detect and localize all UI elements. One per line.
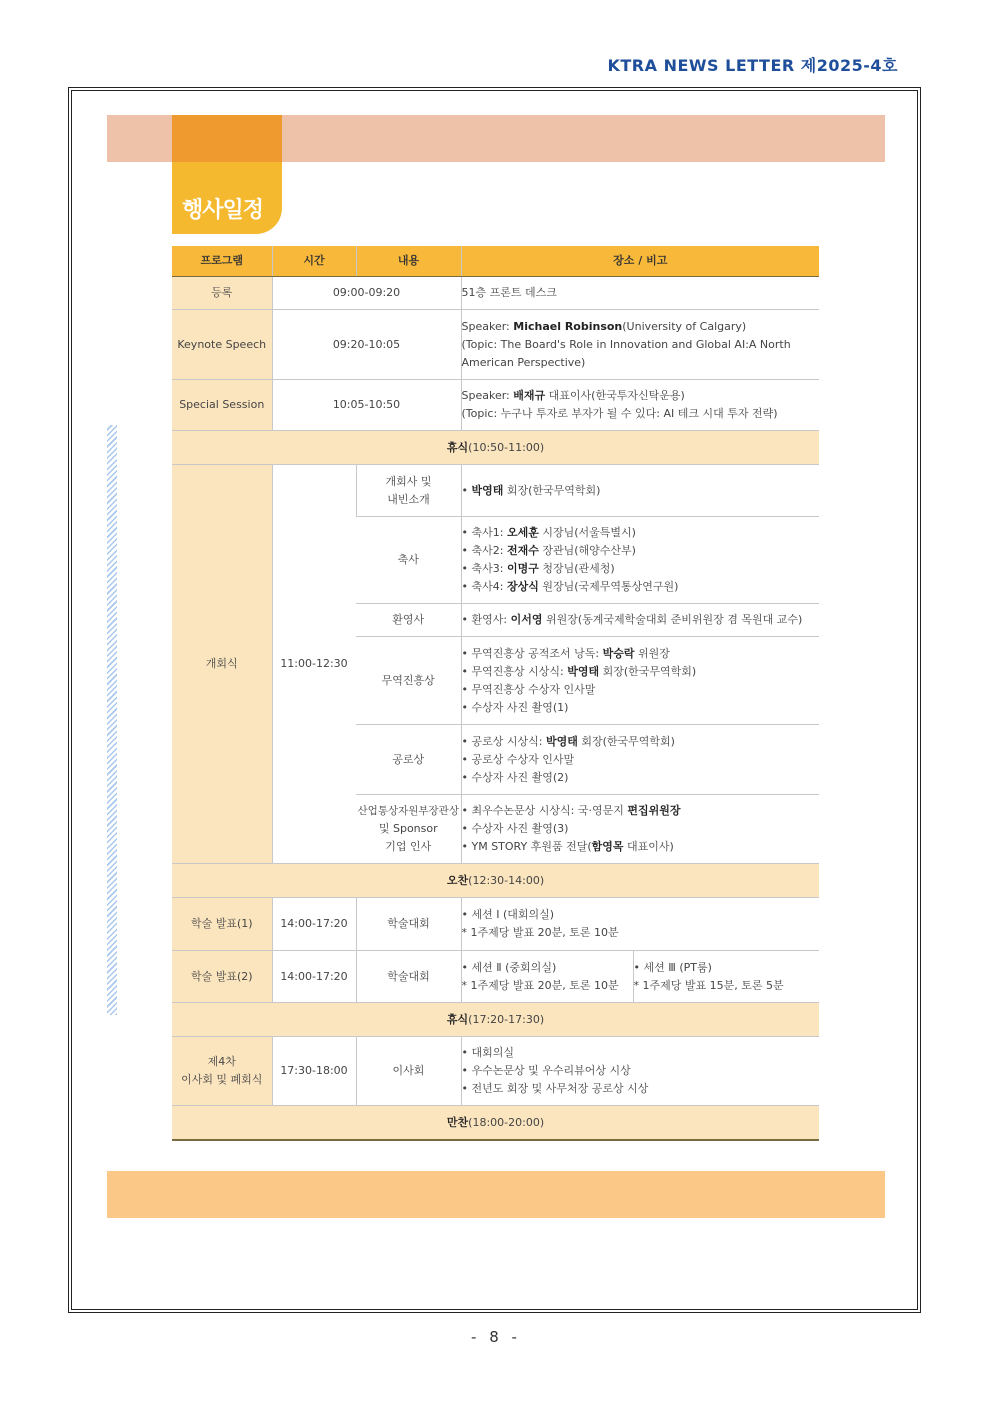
time-cell: 09:20-10:05 [272, 310, 461, 380]
side-stripe-decoration [107, 425, 117, 1015]
header-content: 내용 [356, 246, 461, 277]
content-cell: 학술대회 [356, 898, 461, 951]
content-cell: 학술대회 [356, 951, 461, 1003]
row-special-session [172, 380, 819, 431]
program-cell: 학술 발표(2) [172, 951, 272, 1003]
note-cell: • 박영태 회장(한국무역학회) [461, 465, 819, 517]
note-cell: • 세션 Ⅰ (대회의실) * 1주제당 발표 20분, 토론 10분 [461, 898, 819, 951]
section-title: 행사일정 [182, 198, 264, 223]
content-cell: 개회사 및 내빈소개 [356, 465, 461, 517]
time-cell: 14:00-17:20 [272, 898, 356, 951]
note-cell: • 대회의실 • 우수논문상 및 우수리뷰어상 시상 • 전년도 회장 및 사무처장 공로상 시상 [461, 1037, 819, 1106]
content-cell: 산업통상자원부장관상 및 Sponsor 기업 인사 [356, 795, 461, 864]
note-cell: Speaker: 배재규 대표이사(한국투자신탁운용) (Topic: 누구나 투자로 부자가 될 수 있다: AI 테크 시대 투자 전략) [461, 380, 819, 431]
row-registration [172, 277, 819, 310]
event-schedule-table [172, 246, 819, 1141]
content-cell: 환영사 [356, 604, 461, 637]
row-dinner [172, 1106, 819, 1141]
row-academic-2 [172, 951, 819, 1003]
note-cell: • 무역진흥상 공적조서 낭독: 박승락 위원장 • 무역진흥상 시상식: 박영태 회장(한국무역학회) • 무역진흥상 수상자 인사말 • 수상자 사진 촬영(1) [461, 637, 819, 725]
header-venue-note: 장소 / 비고 [461, 246, 819, 277]
lunch-cell: 오찬(12:30-14:00) [172, 864, 819, 898]
row-keynote [172, 310, 819, 380]
program-cell: Keynote Speech [172, 310, 272, 380]
time-cell: 09:00-09:20 [272, 277, 461, 310]
time-cell: 14:00-17:20 [272, 951, 356, 1003]
header-time: 시간 [272, 246, 356, 277]
note-cell: • 최우수논문상 시상식: 국·영문지 편집위원장 • 수상자 사진 촬영(3) • YM STORY 후원품 전달(함영목 대표이사) [461, 795, 819, 864]
page-number: - 8 - [471, 1328, 521, 1346]
note-cell: • 공로상 시상식: 박영태 회장(한국무역학회) • 공로상 수상자 인사말 • 수상자 사진 촬영(2) [461, 725, 819, 795]
content-cell: 공로상 [356, 725, 461, 795]
header-program: 프로그램 [172, 246, 272, 277]
note-cell: • 환영사: 이서영 위원장(동계국제학술대회 준비위원장 겸 목원대 교수) [461, 604, 819, 637]
break-cell: 휴식(10:50-11:00) [172, 431, 819, 465]
row-board-closing [172, 1037, 819, 1106]
note-cell: • 축사1: 오세훈 시장님(서울특별시) • 축사2: 전재수 장관님(해양수산부) • 축사3: 이명구 청장님(관세청) • 축사4: 장상식 원장님(국제무역통상연구원) [461, 517, 819, 604]
row-break-1 [172, 431, 819, 465]
row-break-2 [172, 1003, 819, 1037]
time-cell: 11:00-12:30 [272, 465, 356, 864]
dinner-cell: 만찬(18:00-20:00) [172, 1106, 819, 1141]
session-2-cell: • 세션 Ⅱ (중회의실) * 1주제당 발표 20분, 토론 10분 [461, 951, 633, 1003]
newsletter-title: KTRA NEWS LETTER 제2025-4호 [607, 56, 898, 75]
program-cell: 등록 [172, 277, 272, 310]
note-cell: Speaker: Michael Robinson(University of Calgary) (Topic: The Board's Role in Innovation and Global AI:A North American Perspective) [461, 310, 819, 380]
time-cell: 17:30-18:00 [272, 1037, 356, 1106]
program-cell: Special Session [172, 380, 272, 431]
program-cell: 제4차 이사회 및 폐회식 [172, 1037, 272, 1106]
program-cell: 개회식 [172, 465, 272, 864]
table-header-row [172, 246, 819, 277]
session-3-cell: • 세션 Ⅲ (PT룸) * 1주제당 발표 15분, 토론 5분 [633, 951, 819, 1003]
note-cell: 51층 프론트 데스크 [461, 277, 819, 310]
row-lunch [172, 864, 819, 898]
bottom-decor-band [107, 1171, 885, 1218]
row-academic-1 [172, 898, 819, 951]
row-opening-remarks [172, 465, 819, 517]
time-cell: 10:05-10:50 [272, 380, 461, 431]
content-cell: 이사회 [356, 1037, 461, 1106]
content-cell: 축사 [356, 517, 461, 604]
content-cell: 무역진흥상 [356, 637, 461, 725]
program-cell: 학술 발표(1) [172, 898, 272, 951]
break-cell: 휴식(17:20-17:30) [172, 1003, 819, 1037]
